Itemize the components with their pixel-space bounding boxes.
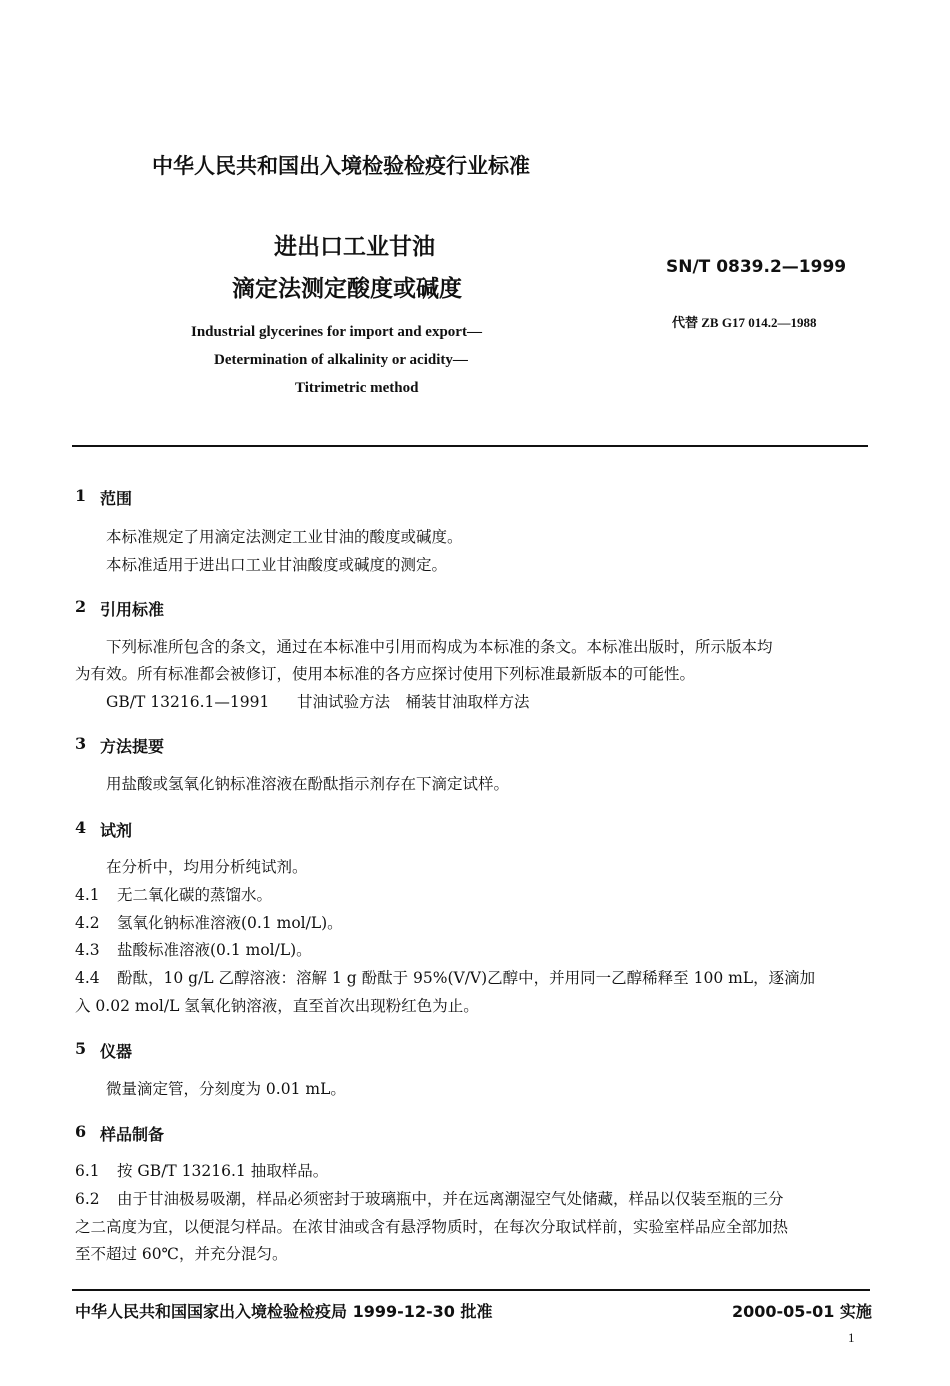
item-4-3-text: 盐酸标准溶液(0.1 mol/L)。 xyxy=(117,941,312,959)
item-6-2-text-line-1: 由于甘油极易吸潮，样品必须密封于玻璃瓶中，并在远离潮湿空气处储藏，样品以仅装至瓶的三分 xyxy=(117,1190,784,1208)
item-6-2-number: 6.2 xyxy=(75,1190,100,1208)
english-title-line-2: Determination of alkalinity or acidity— xyxy=(214,352,468,368)
section-2-title: 引用标准 xyxy=(100,600,165,619)
section-5-number: 5 xyxy=(75,1039,87,1058)
section-4-title: 试剂 xyxy=(100,821,133,840)
header-divider xyxy=(72,445,868,447)
page-number: 1 xyxy=(848,1330,855,1345)
approval-line: 中华人民共和国国家出入境检验检疫局 1999-12-30 批准 xyxy=(75,1302,493,1321)
section-6-title: 样品制备 xyxy=(100,1125,165,1144)
implementation-date: 2000-05-01 实施 xyxy=(732,1302,872,1321)
footer-divider xyxy=(72,1289,870,1291)
section-1-number: 1 xyxy=(75,486,87,505)
section-1-paragraph-2: 本标准适用于进出口工业甘油酸度或碱度的测定。 xyxy=(106,556,448,574)
agency-line: 中华人民共和国出入境检验检疫行业标准 xyxy=(152,154,530,178)
section-2-number: 2 xyxy=(75,597,87,616)
section-4-number: 4 xyxy=(75,818,87,837)
item-4-4-number: 4.4 xyxy=(75,969,100,987)
item-4-4-text-line-2: 入 0.02 mol/L 氢氧化钠溶液，直至首次出现粉红色为止。 xyxy=(75,997,479,1015)
item-4-4-text-line-1: 酚酞，10 g/L 乙醇溶液：溶解 1 g 酚酞于 95%(V/V)乙醇中，并用同一乙醇稀释至 100 mL，逐滴加 xyxy=(117,969,816,987)
reference-title: 甘油试验方法 桶装甘油取样方法 xyxy=(297,693,530,711)
title-line-1: 进出口工业甘油 xyxy=(274,234,435,260)
section-6-number: 6 xyxy=(75,1122,87,1141)
item-6-2-text-line-3: 至不超过 60℃，并充分混匀。 xyxy=(75,1245,288,1263)
section-3-title: 方法提要 xyxy=(100,737,165,756)
item-6-1-text: 按 GB/T 13216.1 抽取样品。 xyxy=(117,1162,329,1180)
section-2-paragraph-line-1: 下列标准所包含的条文，通过在本标准中引用而构成为本标准的条文。本标准出版时，所示版本均 xyxy=(106,638,773,656)
standard-number: SN/T 0839.2—1999 xyxy=(666,257,847,277)
section-5-paragraph: 微量滴定管，分刻度为 0.01 mL。 xyxy=(106,1080,346,1098)
item-4-2-text: 氢氧化钠标准溶液(0.1 mol/L)。 xyxy=(117,914,343,932)
item-4-3-number: 4.3 xyxy=(75,941,100,959)
section-1-paragraph-1: 本标准规定了用滴定法测定工业甘油的酸度或碱度。 xyxy=(106,528,463,546)
replaces-note: 代替 ZB G17 014.2—1988 xyxy=(672,315,817,330)
english-title-line-1: Industrial glycerines for import and export— xyxy=(191,324,482,340)
section-5-title: 仪器 xyxy=(100,1042,133,1061)
section-4-intro: 在分析中，均用分析纯试剂。 xyxy=(106,858,308,876)
item-6-1-number: 6.1 xyxy=(75,1162,100,1180)
item-4-1-number: 4.1 xyxy=(75,886,100,904)
section-2-paragraph-line-2: 为有效。所有标准都会被修订，使用本标准的各方应探讨使用下列标准最新版本的可能性。 xyxy=(75,665,696,683)
item-4-2-number: 4.2 xyxy=(75,914,100,932)
title-line-2: 滴定法测定酸度或碱度 xyxy=(232,276,462,302)
section-3-number: 3 xyxy=(75,734,87,753)
item-6-2-text-line-2: 之二高度为宜，以便混匀样品。在浓甘油或含有悬浮物质时，在每次分取试样前，实验室样品应全部加热 xyxy=(75,1218,789,1236)
reference-code: GB/T 13216.1—1991 xyxy=(106,693,270,711)
section-3-paragraph: 用盐酸或氢氧化钠标准溶液在酚酞指示剂存在下滴定试样。 xyxy=(106,775,510,793)
item-4-1-text: 无二氧化碳的蒸馏水。 xyxy=(117,886,273,904)
english-title-line-3: Titrimetric method xyxy=(295,380,419,396)
section-1-title: 范围 xyxy=(100,489,133,508)
